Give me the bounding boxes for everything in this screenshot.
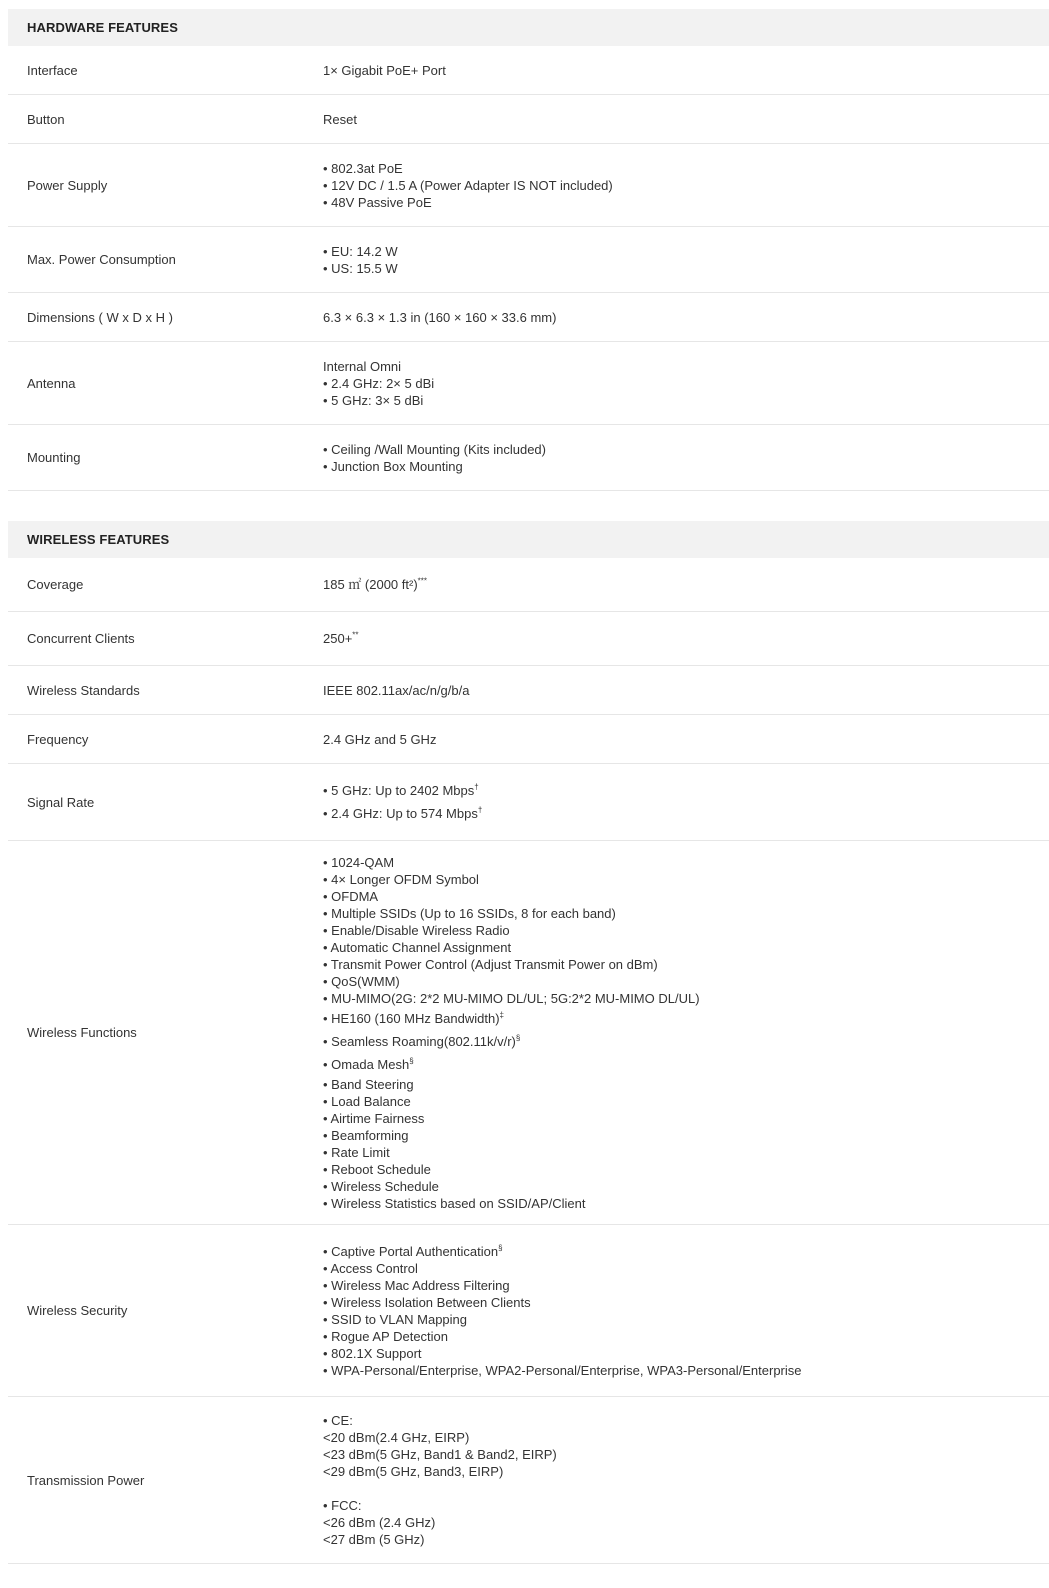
value-line: Internal Omni	[323, 358, 402, 374]
spec-value	[323, 243, 1049, 277]
spec-label: Coverage	[27, 577, 84, 592]
value-line: • FCC:	[323, 1498, 362, 1513]
value-line: <29 dBm(5 GHz, Band3, EIRP)	[323, 1464, 504, 1479]
spec-value: 1× Gigabit PoE+ Port	[323, 62, 446, 78]
value-line: • Transmit Power Control (Adjust Transmit Power on dBm)	[323, 956, 658, 972]
value-line: • SSID to VLAN Mapping	[323, 1311, 468, 1327]
value-line: • Captive Portal Authentication§	[323, 1243, 503, 1259]
spec-label: Dimensions ( W x D x H )	[27, 309, 173, 325]
value-line: • QoS(WMM)	[323, 973, 400, 989]
value-line: • Band Steering	[323, 1076, 414, 1092]
value-line: • 1024-QAM	[323, 854, 395, 870]
value-line: • 4× Longer OFDM Symbol	[323, 871, 479, 887]
value-line: • 802.1X Support	[323, 1345, 422, 1361]
spec-value	[323, 160, 1049, 211]
spec-table	[8, 9, 1049, 1564]
value-line: <26 dBm (2.4 GHz)	[323, 1515, 436, 1530]
spec-value: Reset	[323, 111, 357, 127]
value-line: • HE160 (160 MHz Bandwidth)‡	[323, 1010, 504, 1026]
footnote-mark: ***	[417, 576, 428, 586]
spec-value: 185 ㎡ (2000 ft²)***	[323, 576, 428, 592]
value-line: • US: 15.5 W	[323, 260, 398, 276]
value-line: • Wireless Statistics based on SSID/AP/Client	[323, 1195, 586, 1211]
value-line: <20 dBm(2.4 GHz, EIRP)	[323, 1430, 470, 1445]
spec-row-wireless-functions	[8, 841, 1049, 1225]
value-line: • Load Balance	[323, 1093, 411, 1109]
spec-value	[323, 1243, 1049, 1379]
spec-row-wireless-security	[8, 1225, 1049, 1397]
value-line: • Rate Limit	[323, 1144, 390, 1160]
spec-label: Antenna	[27, 375, 76, 391]
value-line: • OFDMA	[323, 888, 379, 904]
value-line: • CE:	[323, 1413, 353, 1428]
value-line: • 5 GHz: Up to 2402 Mbps†	[323, 782, 479, 798]
spec-row-signal-rate	[8, 764, 1049, 841]
value-line: • Junction Box Mounting	[323, 458, 463, 474]
value-line: • 2.4 GHz: 2× 5 dBi	[323, 375, 435, 391]
spec-label: Mounting	[27, 450, 81, 465]
value-line: • Ceiling /Wall Mounting (Kits included)	[323, 441, 546, 457]
value-line: • Wireless Mac Address Filtering	[323, 1277, 510, 1293]
hardware-section-header: HARDWARE FEATURES	[8, 9, 1049, 46]
spec-value: 2.4 GHz and 5 GHz	[323, 731, 437, 747]
spec-value	[323, 1412, 1049, 1548]
value-line: • MU-MIMO(2G: 2*2 MU-MIMO DL/UL; 5G:2*2 MU-MIMO DL/UL)	[323, 990, 700, 1006]
value-line: • Beamforming	[323, 1127, 409, 1143]
footnote-mark: **	[352, 630, 359, 640]
blank-line	[323, 1480, 1049, 1497]
value-line: • Airtime Fairness	[323, 1110, 425, 1126]
spec-value: 6.3 × 6.3 × 1.3 in (160 × 160 × 33.6 mm)	[323, 309, 557, 325]
spec-label: Concurrent Clients	[27, 631, 135, 646]
spec-label: Wireless Functions	[27, 1025, 137, 1040]
spec-label: Transmission Power	[27, 1472, 145, 1488]
footnote-mark: †	[477, 805, 483, 815]
spec-row-wireless-standards	[8, 666, 1049, 715]
spec-label: Max. Power Consumption	[27, 252, 176, 267]
spec-row-power-supply	[8, 144, 1049, 227]
spec-value: IEEE 802.11ax/ac/n/g/b/a	[323, 682, 470, 698]
value-line: • Multiple SSIDs (Up to 16 SSIDs, 8 for each band)	[323, 905, 616, 921]
footnote-mark: †	[474, 782, 479, 792]
spec-label: Frequency	[27, 731, 89, 747]
footnote-mark: §	[498, 1243, 503, 1253]
spec-value: 250+**	[323, 630, 359, 646]
spec-row-frequency	[8, 715, 1049, 764]
value-line: • 5 GHz: 3× 5 dBi	[323, 392, 424, 408]
spec-value	[323, 779, 1049, 825]
value-line: • 12V DC / 1.5 A (Power Adapter IS NOT included)	[323, 177, 613, 193]
spec-row-transmission-power	[8, 1397, 1049, 1564]
spec-value	[323, 854, 1049, 1212]
value-line: • WPA-Personal/Enterprise, WPA2-Personal/Enterprise, WPA3-Personal/Enterprise	[323, 1362, 802, 1378]
value-line: • Omada Mesh§	[323, 1056, 414, 1072]
value-line: • Rogue AP Detection	[323, 1328, 449, 1344]
value-line: • 48V Passive PoE	[323, 194, 432, 210]
value-line: • 802.3at PoE	[323, 160, 403, 176]
spec-row-interface	[8, 46, 1049, 95]
wireless-section-header: WIRELESS FEATURES	[8, 521, 1049, 558]
value-line: • Enable/Disable Wireless Radio	[323, 922, 510, 938]
footnote-mark: ‡	[499, 1010, 504, 1020]
spec-row-power-consumption	[8, 227, 1049, 293]
spec-label: Button	[27, 111, 65, 127]
value-line: <27 dBm (5 GHz)	[323, 1532, 425, 1547]
spec-value	[323, 441, 1049, 475]
value-line: • Reboot Schedule	[323, 1161, 431, 1177]
spec-label: Signal Rate	[27, 794, 95, 810]
value-line: • Access Control	[323, 1260, 418, 1276]
spec-label: Wireless Security	[27, 1303, 128, 1318]
spec-value	[323, 358, 1049, 409]
spec-label: Power Supply	[27, 177, 108, 193]
value-line: • Automatic Channel Assignment	[323, 939, 512, 955]
spec-row-antenna	[8, 342, 1049, 425]
spec-row-mounting	[8, 425, 1049, 491]
spec-row-button	[8, 95, 1049, 144]
value-line: • Wireless Isolation Between Clients	[323, 1294, 531, 1310]
section-gap	[8, 491, 1049, 521]
footnote-mark: §	[515, 1033, 521, 1043]
value-line: <23 dBm(5 GHz, Band1 & Band2, EIRP)	[323, 1447, 557, 1462]
spec-row-concurrent-clients	[8, 612, 1049, 666]
value-line: • Seamless Roaming(802.11k/v/r)§	[323, 1033, 521, 1049]
spec-row-coverage	[8, 558, 1049, 612]
value-line: • 2.4 GHz: Up to 574 Mbps†	[323, 805, 483, 821]
spec-label: Wireless Standards	[27, 682, 140, 698]
value-line: • Wireless Schedule	[323, 1178, 439, 1194]
footnote-mark: §	[409, 1056, 414, 1066]
spec-row-dimensions	[8, 293, 1049, 342]
value-line: • EU: 14.2 W	[323, 243, 398, 259]
spec-label: Interface	[27, 62, 78, 78]
